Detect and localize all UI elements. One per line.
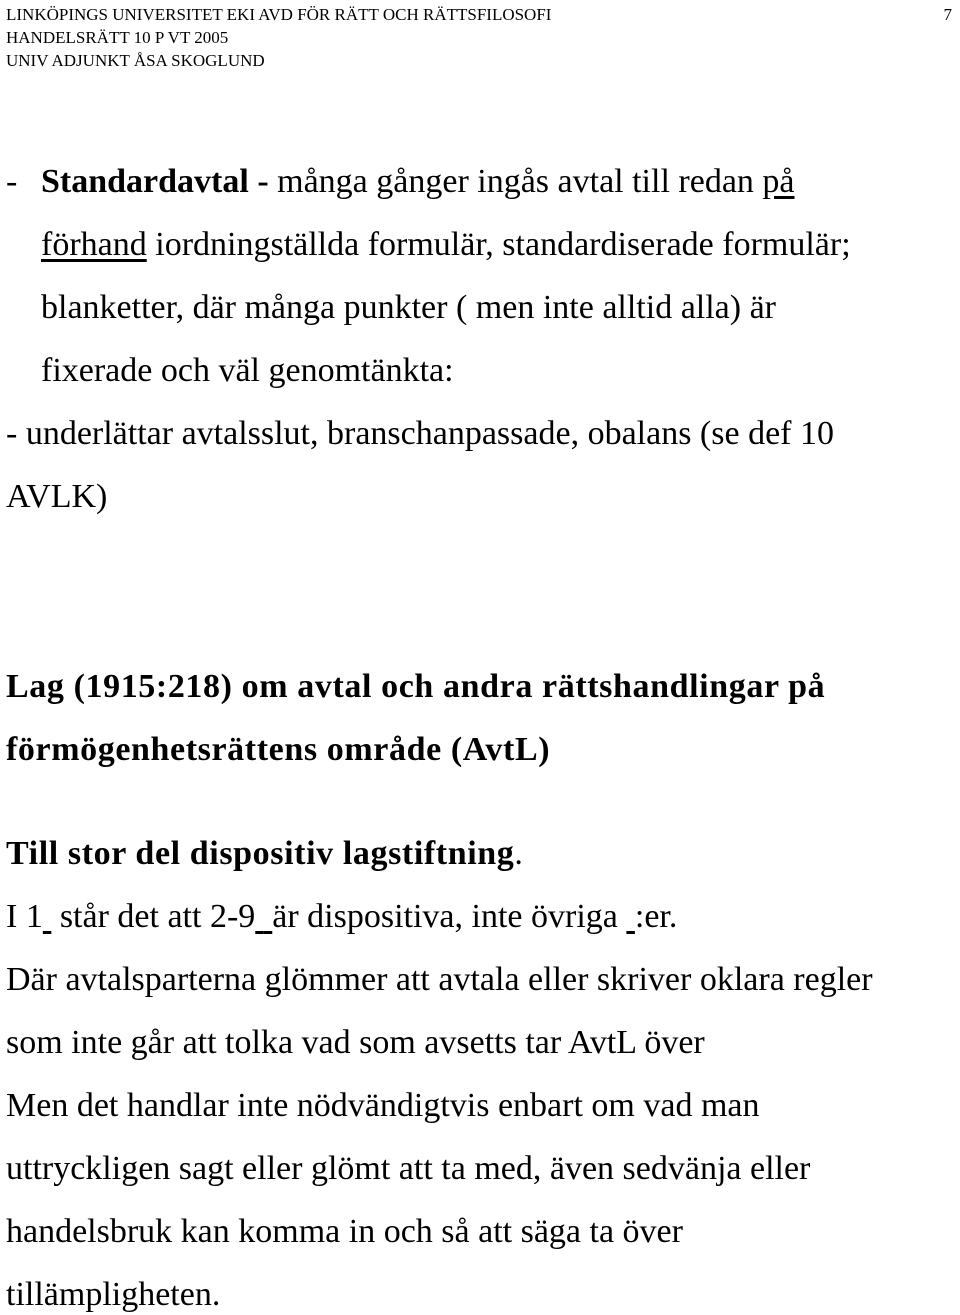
header-course: HANDELSRÄTT 10 P VT 2005: [6, 28, 229, 47]
dispositive-line-8: tillämpligheten.: [6, 1276, 221, 1313]
standardavtal-line-6: AVLK): [6, 478, 108, 515]
standardavtal-line-1-text: många gånger ingås avtal till redan: [268, 163, 763, 200]
page-header: [6, 3, 956, 72]
dispositive-heading-text: Till stor del dispositiv lagstiftning: [6, 835, 515, 872]
standardavtal-line-2: [41, 225, 851, 265]
header-institution: LINKÖPINGS UNIVERSITET EKI AVD FÖR RÄTT OCH RÄTTSFILOSOFI: [6, 5, 552, 24]
law-title-line-2: förmögenhetsrättens område (AvtL): [6, 731, 551, 768]
standardavtal-line-4: fixerade och väl genomtänkta:: [41, 352, 454, 389]
standardavtal-line-5-text: - underlättar avtalsslut, branschanpassade, obalans (se def 10: [6, 415, 834, 452]
header-author: UNIV ADJUNKT ÅSA SKOGLUND: [6, 51, 265, 70]
underlined-forhand: förhand: [41, 226, 147, 263]
dispositive-line-3: Där avtalsparterna glömmer att avtala eller skriver oklara regler: [6, 961, 873, 998]
standardavtal-line-5: [6, 414, 834, 454]
dispositive-heading: [6, 834, 523, 874]
line-2-part-b: står det att 2-9: [51, 898, 256, 935]
standardavtal-line-3: blanketter, där många punkter ( men inte alltid alla) är: [41, 289, 777, 326]
dispositive-line-7: handelsbruk kan komma in och så att säga ta över: [6, 1213, 683, 1250]
section-sign: [255, 898, 264, 935]
standardavtal-term: Standardavtal -: [41, 163, 269, 200]
dispositive-line-4: som inte går att tolka vad som avsetts tar AvtL över: [6, 1024, 705, 1061]
underlined-pa: på: [762, 163, 795, 200]
dispositive-line-2: [6, 897, 677, 937]
standardavtal-line-2-text: iordningställda formulär, standardiserade formulär;: [146, 226, 851, 263]
law-title-line-1: Lag (1915:218) om avtal och andra rättshandlingar på: [6, 668, 826, 705]
page-number: 7: [943, 5, 952, 24]
dispositive-line-6: uttryckligen sagt eller glömt att ta med, även sedvänja eller: [6, 1150, 811, 1187]
line-2-part-e: :er.: [634, 898, 678, 935]
dispositive-heading-period: .: [514, 835, 523, 872]
standardavtal-line-1: [41, 162, 795, 202]
dispositive-line-5: Men det handlar inte nödvändigtvis enbart om vad man: [6, 1087, 760, 1124]
line-2-part-d: är dispositiva, inte övriga: [272, 898, 627, 935]
section-sign: [626, 898, 635, 935]
line-2-part-a: I 1: [6, 898, 43, 935]
line-2-part-c: [264, 898, 273, 935]
list-dash: -: [6, 163, 18, 200]
